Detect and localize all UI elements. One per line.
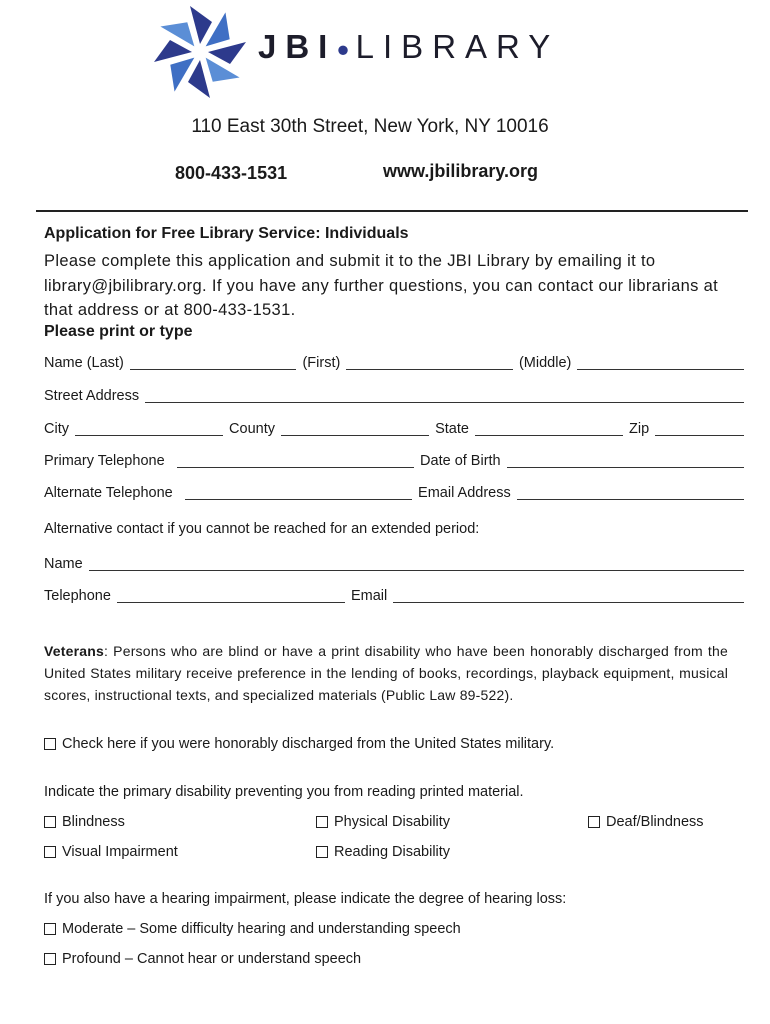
checkbox[interactable] (44, 923, 56, 935)
option-label: Blindness (62, 814, 125, 830)
checkbox[interactable] (588, 816, 600, 828)
veteran-checkbox-row[interactable] (44, 736, 554, 752)
checkbox[interactable] (316, 816, 328, 828)
street-label: Street Address (44, 388, 140, 404)
name-row (44, 355, 744, 373)
jbi-logo-mark (150, 2, 250, 102)
alt-phone-row (44, 485, 744, 503)
county-field[interactable] (281, 421, 429, 436)
dob-field[interactable] (507, 453, 744, 468)
veteran-checkbox[interactable] (44, 738, 56, 750)
primary-phone-label: Primary Telephone (44, 453, 165, 469)
disability-option-reading[interactable] (316, 844, 450, 860)
primary-phone-field[interactable] (177, 453, 414, 468)
checkbox[interactable] (316, 846, 328, 858)
checkbox[interactable] (44, 846, 56, 858)
email-field[interactable] (517, 485, 744, 500)
checkbox[interactable] (44, 816, 56, 828)
form-title: Application for Free Library Service: Individuals (44, 225, 409, 242)
logo-text-bold: JBI (258, 28, 337, 65)
hearing-option-moderate[interactable] (44, 921, 461, 937)
checkbox[interactable] (44, 953, 56, 965)
name-middle-label: (Middle) (518, 355, 572, 371)
veteran-checkbox-label: Check here if you were honorably discharged from the United States military. (62, 736, 555, 752)
logo-dot: ● (336, 36, 356, 62)
name-middle-field[interactable] (577, 355, 744, 370)
logo-wordmark (258, 28, 559, 66)
county-label: County (229, 421, 275, 437)
header-divider (36, 210, 748, 212)
hearing-prompt: If you also have a hearing impairment, please indicate the degree of hearing loss: (44, 891, 567, 907)
alt-name-field[interactable] (89, 556, 744, 571)
veterans-text: : Persons who are blind or have a print disability who have been honorably discharged from the United States military receive preference in the lending of books, recordings, playback equipment, musical scores, instructional texts, and specialized materials (Public Law 89-522). (44, 643, 728, 703)
state-label: State (435, 421, 469, 437)
library-address: 110 East 30th Street, New York, NY 10016 (191, 116, 549, 137)
option-label: Reading Disability (334, 844, 451, 860)
veterans-paragraph (44, 640, 728, 706)
city-label: City (44, 421, 69, 437)
disability-option-physical[interactable] (316, 814, 450, 830)
name-last-field[interactable] (130, 355, 297, 370)
option-label: Moderate – Some difficulty hearing and understanding speech (62, 921, 461, 937)
alt-telephone-label: Telephone (44, 588, 111, 604)
form-intro: Please complete this application and submit it to the JBI Library by emailing it to library@jbilibrary.org. If you have any further questions, you can contact our librarians at that address or at 800-433-1531. (44, 252, 719, 319)
option-label: Visual Impairment (62, 844, 178, 860)
email-label: Email Address (418, 485, 511, 501)
logo-text-light: LIBRARY (355, 28, 560, 65)
alt-email-label: Email (350, 588, 388, 604)
city-field[interactable] (75, 421, 223, 436)
alt-contact-row (44, 588, 744, 606)
veterans-label: Veterans (44, 643, 104, 659)
primary-phone-row (44, 453, 744, 471)
disability-option-deaf-blindness[interactable] (588, 814, 704, 830)
name-last-label: Name (Last) (44, 355, 124, 371)
disability-prompt: Indicate the primary disability preventing you from reading printed material. (44, 784, 524, 800)
alt-phone-field[interactable] (185, 485, 412, 500)
state-field[interactable] (475, 421, 623, 436)
alt-name-row (44, 556, 744, 574)
library-website: www.jbilibrary.org (383, 161, 539, 181)
name-first-field[interactable] (346, 355, 513, 370)
alt-name-label: Name (44, 556, 83, 572)
alt-email-field[interactable] (393, 588, 744, 603)
name-first-label: (First) (302, 355, 341, 371)
disability-option-blindness[interactable] (44, 814, 125, 830)
street-field[interactable] (145, 388, 744, 403)
library-phone: 800-433-1531 (175, 163, 288, 183)
disability-option-visual[interactable] (44, 844, 178, 860)
option-label: Profound – Cannot hear or understand speech (62, 951, 362, 967)
option-label: Deaf/Blindness (606, 814, 704, 830)
option-label: Physical Disability (334, 814, 451, 830)
alt-contact-heading: Alternative contact if you cannot be reached for an extended period: (44, 521, 480, 537)
city-row (44, 421, 744, 439)
alt-telephone-field[interactable] (117, 588, 345, 603)
hearing-option-profound[interactable] (44, 951, 361, 967)
print-note: Please print or type (44, 323, 193, 340)
dob-label: Date of Birth (420, 453, 501, 469)
alt-phone-label: Alternate Telephone (44, 485, 173, 501)
zip-label: Zip (628, 421, 650, 437)
street-row (44, 388, 744, 406)
zip-field[interactable] (655, 421, 744, 436)
